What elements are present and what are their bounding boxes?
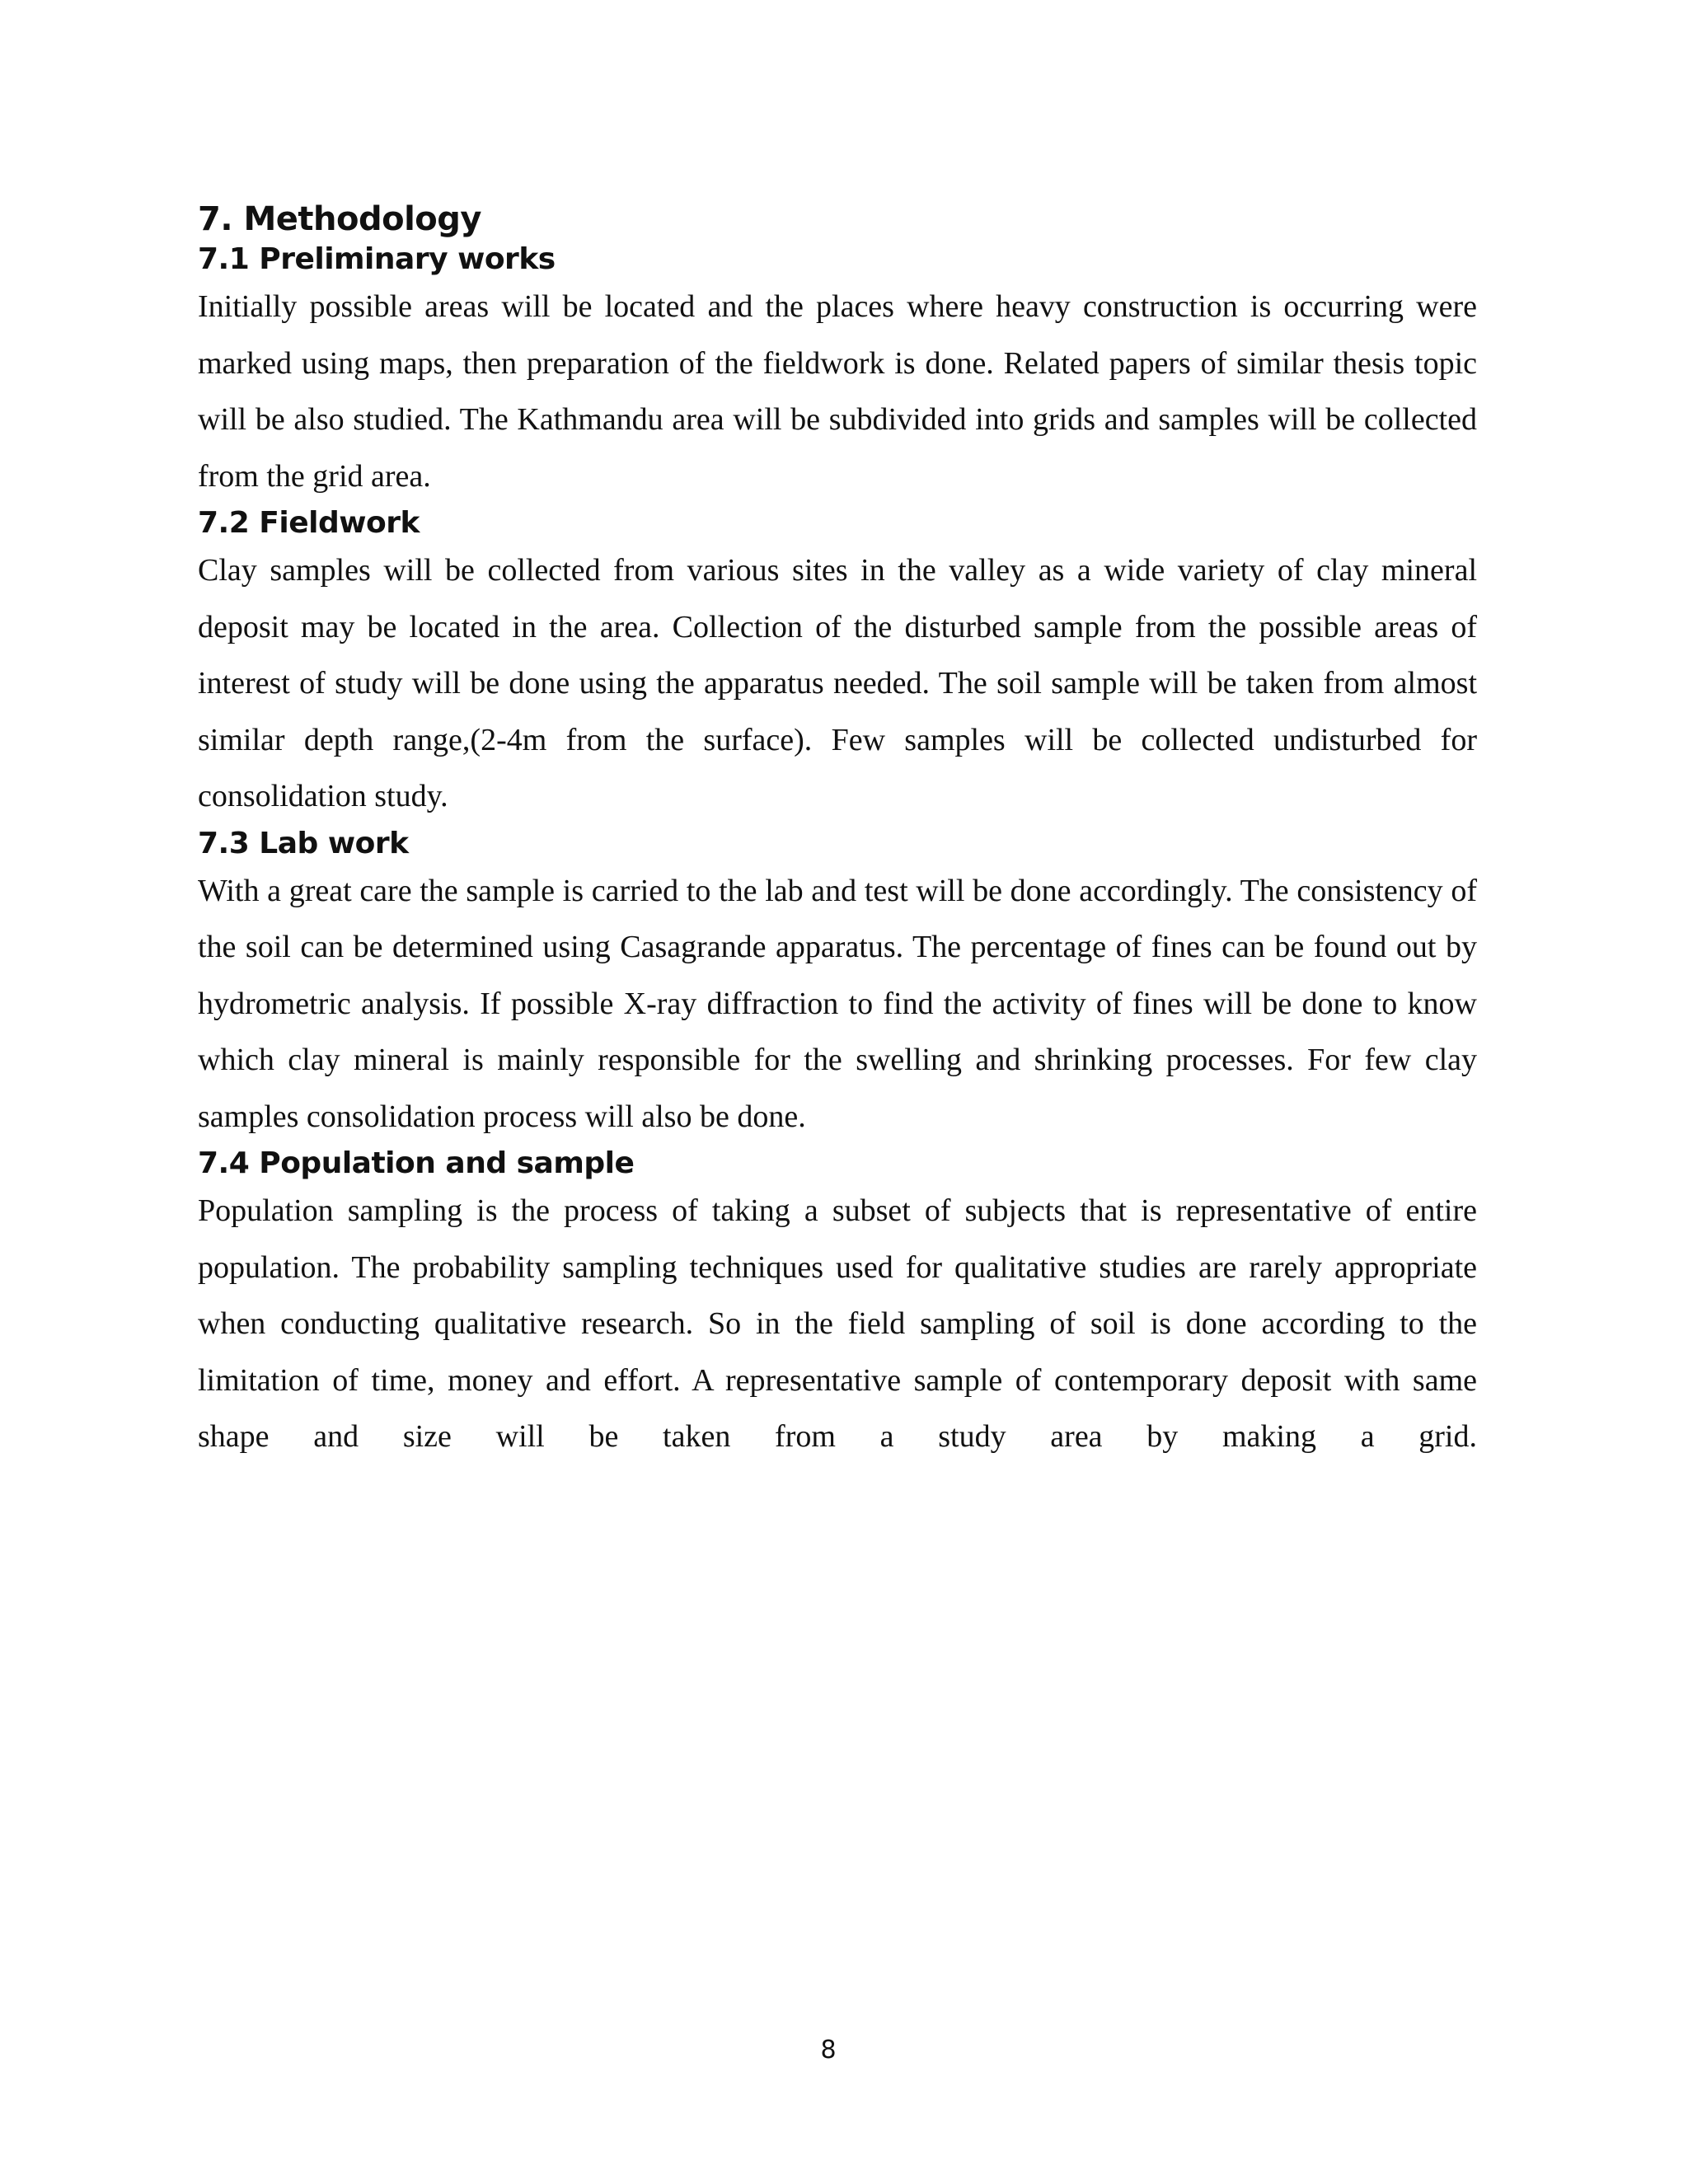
section-heading-fieldwork: 7.2 Fieldwork: [198, 506, 420, 540]
section-body-preliminary-works: Initially possible areas will be located and the places where heavy construction is occurring were marked using maps, then preparation of the fieldwork is done. Related papers of similar thesis topic will be also studied. The Kathmandu area will be subdivided into grids and samples will be collected from the grid area.: [198, 289, 1477, 494]
section-body-population-and-sample: Population sampling is the process of taking a subset of subjects that is representative of entire population. The probability sampling techniques used for qualitative studies are rarely appropriate when conducting qualitative research. So in the field sampling of soil is done according to the limitation of time, money and effort. A representative sample of contemporary deposit with same shape and size will be taken from a study area by making a grid.: [198, 1193, 1477, 1454]
section-body-lab-work: With a great care the sample is carried to the lab and test will be done accordingly. The consistency of the soil can be determined using Casagrande apparatus. The percentage of fines can be found out by hydrometric analysis. If possible X-ray diffraction to find the activity of fines will be done to know which clay mineral is mainly responsible for the swelling and shrinking processes. For few clay samples consolidation process will also be done.: [198, 873, 1477, 1134]
page-content: [198, 188, 1477, 1465]
section-body-fieldwork: Clay samples will be collected from various sites in the valley as a wide variety of clay mineral deposit may be located in the area. Collection of the disturbed sample from the possible areas of interest of study will be done using the apparatus needed. The soil sample will be taken from almost similar depth range,(2-4m from the surface). Few samples will be collected undisturbed for consolidation study.: [198, 553, 1477, 813]
section-heading-population-and-sample: 7.4 Population and sample: [198, 1146, 635, 1180]
section-heading-lab-work: 7.3 Lab work: [198, 826, 409, 860]
chapter-title: 7. Methodology: [198, 200, 481, 238]
section-heading-preliminary-works: 7.1 Preliminary works: [198, 242, 556, 276]
page-number: 8: [820, 2036, 837, 2064]
